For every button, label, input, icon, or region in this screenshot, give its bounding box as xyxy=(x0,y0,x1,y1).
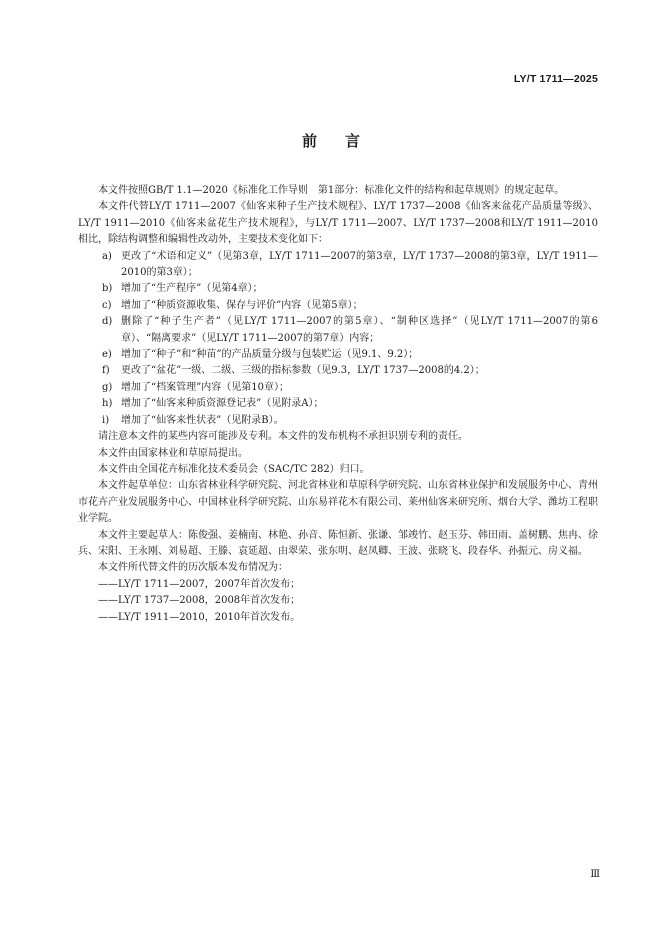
list-item-text: 更改了“术语和定义”（见第3章，LY/T 1711—2007的第3章，LY/T 1737—2008的第3章，LY/T 1911—2010的第3章）； xyxy=(121,250,598,279)
version-history xyxy=(78,577,598,626)
page-number: Ⅲ xyxy=(590,869,600,880)
list-marker: i) xyxy=(102,414,110,426)
list-item xyxy=(78,298,598,314)
list-item-text: 增加了“档案管理”内容（见第10章）； xyxy=(121,381,289,393)
page-title: 前言 xyxy=(301,132,388,150)
list-item xyxy=(78,281,598,297)
history-item: ——LY/T 1711—2007，2007年首次发布； xyxy=(98,578,301,590)
patent-notice: 请注意本文件的某些内容可能涉及专利。本文件的发布机构不承担识别专利的责任。 xyxy=(98,431,468,443)
proposer-statement: 本文件由国家林业和草原局提出。 xyxy=(98,447,248,459)
main-drafters: 本文件主要起草人：陈俊强、姜楠南、林艳、孙音、陈恒新、张谦、邹竣竹、赵玉芬、韩田雨、盖树鹏、焦冉、徐兵、宋阳、王永刚、刘易超、王滕、袁延超、由翠荣、张东明、赵凤卿、王波、张晓飞、段春华、孙振元、房义福。 xyxy=(78,529,598,557)
list-item xyxy=(78,347,598,363)
list-marker: b) xyxy=(102,283,113,295)
list-item xyxy=(78,413,598,429)
list-item-text: 删除了“种子生产者”（见LY/T 1711—2007的第5章）、“制种区选择”（见LY/T 1711—2007的第6章）、“隔离要求”（见LY/T 1711—2007的第7章）内容； xyxy=(121,316,598,344)
list-item-text: 增加了“仙客来种质资源登记表”（见附录A）； xyxy=(121,398,324,410)
standard-code: LY/T 1711—2025 xyxy=(513,73,598,85)
drafting-units: 本文件起草单位：山东省林业科学研究院、河北省林业和草原科学研究院、山东省林业保护和发展服务中心、青州市花卉产业发展服务中心、中国林业科学研究院、山东易祥花木有限公司、莱州仙客来研究所、烟台大学、潍坊工程职业学院。 xyxy=(78,480,598,525)
list-item xyxy=(78,363,598,379)
list-item-text: 更改了“盆花”一级、二级、三级的指标参数（见9.3，LY/T 1737—2008的4.2）； xyxy=(121,365,485,377)
replacement-paragraph: 本文件代替LY/T 1711—2007《仙客来种子生产技术规程》、LY/T 1737—2008《仙客来盆花产品质量等级》、LY/T 1911—2010《仙客来盆花生产技术规程》，与LY/T 1711—2007、LY/T 1737—2008和LY/T 1911—2010相比，除结构调整和编辑性改动外，主要技术变化如下： xyxy=(78,201,598,246)
history-intro: 本文件所代替文件的历次版本发布情况为： xyxy=(98,562,288,574)
history-item: ——LY/T 1911—2010，2010年首次发布。 xyxy=(98,611,301,623)
document-body xyxy=(78,183,598,626)
list-marker: h) xyxy=(102,398,113,410)
list-item-text: 增加了“仙客来性状表”（见附录B）。 xyxy=(121,414,284,426)
drafting-rule-paragraph: 本文件按照GB/T 1.1—2020《标准化工作导则 第1部分：标准化文件的结构和起草规则》的规定起草。 xyxy=(98,185,565,196)
list-marker: g) xyxy=(102,381,113,393)
list-item xyxy=(78,380,598,396)
history-item: ——LY/T 1737—2008，2008年首次发布； xyxy=(98,595,301,607)
list-item xyxy=(78,314,598,347)
list-marker: c) xyxy=(102,299,112,311)
list-item-text: 增加了“生产程序”（见第4章）； xyxy=(121,283,263,295)
list-marker: e) xyxy=(102,349,112,361)
committee-statement: 本文件由全国花卉标准化技术委员会（SAC/TC 282）归口。 xyxy=(98,463,370,475)
list-item xyxy=(78,396,598,412)
changes-list xyxy=(78,249,598,429)
list-item-text: 增加了“种子”和“种苗”的产品质量分级与包装贮运（见9.1、9.2）； xyxy=(121,349,419,361)
list-marker: f) xyxy=(102,365,110,377)
list-item-text: 增加了“种质资源收集、保存与评价”内容（见第5章）； xyxy=(121,299,363,311)
list-marker: d) xyxy=(102,316,113,328)
list-marker: a) xyxy=(102,250,112,262)
list-item xyxy=(78,249,598,282)
